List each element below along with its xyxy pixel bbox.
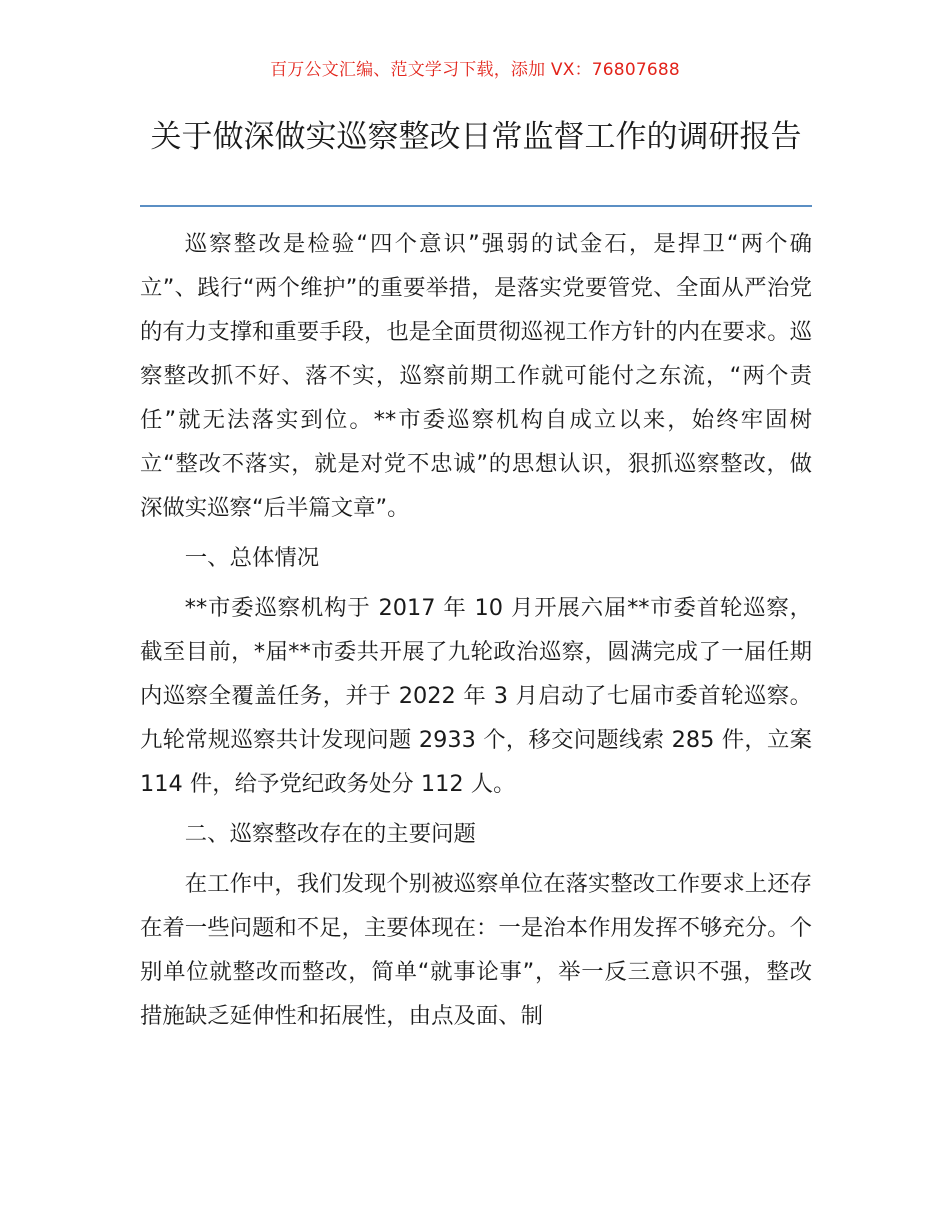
paragraph-problems: 在工作中，我们发现个别被巡察单位在落实整改工作要求上还存在着一些问题和不足，主要体现在：一是治本作用发挥不够充分。个别单位就整改而整改，简单“就事论事”，举一反三意识不强，整改措施缺乏延伸性和拓展性，由点及面、制	[140, 871, 812, 1029]
promo-banner: 百万公文汇编、范文学习下载，添加 VX：76807688	[270, 60, 680, 80]
section-heading-problems: 二、巡察整改存在的主要问题	[184, 821, 476, 847]
document-title: 关于做深做实巡察整改日常监督工作的调研报告	[150, 119, 802, 155]
title-divider	[140, 205, 812, 207]
section-heading-overview: 一、总体情况	[184, 545, 320, 571]
document-body	[140, 222, 812, 1044]
paragraph-intro: 巡察整改是检验“四个意识”强弱的试金石，是捍卫“两个确立”、践行“两个维护”的重要举措，是落实党要管党、全面从严治党的有力支撑和重要手段，也是全面贯彻巡视工作方针的内在要求。巡察整改抓不好、落不实，巡察前期工作就可能付之东流，“两个责任”就无法落实到位。**市委巡察机构自成立以来，始终牢固树立“整改不落实，就是对党不忠诚”的思想认识，狠抓巡察整改，做深做实巡察“后半篇文章”。	[140, 231, 812, 521]
paragraph-overview: **市委巡察机构于 2017 年 10 月开展六届**市委首轮巡察，截至目前，*届**市委共开展了九轮政治巡察，圆满完成了一届任期内巡察全覆盖任务，并于 2022 年 3 月启动了七届市委首轮巡察。九轮常规巡察共计发现问题 2933 个，移交问题线索 285 件，立案 114 件，给予党纪政务处分 112 人。	[140, 595, 812, 797]
